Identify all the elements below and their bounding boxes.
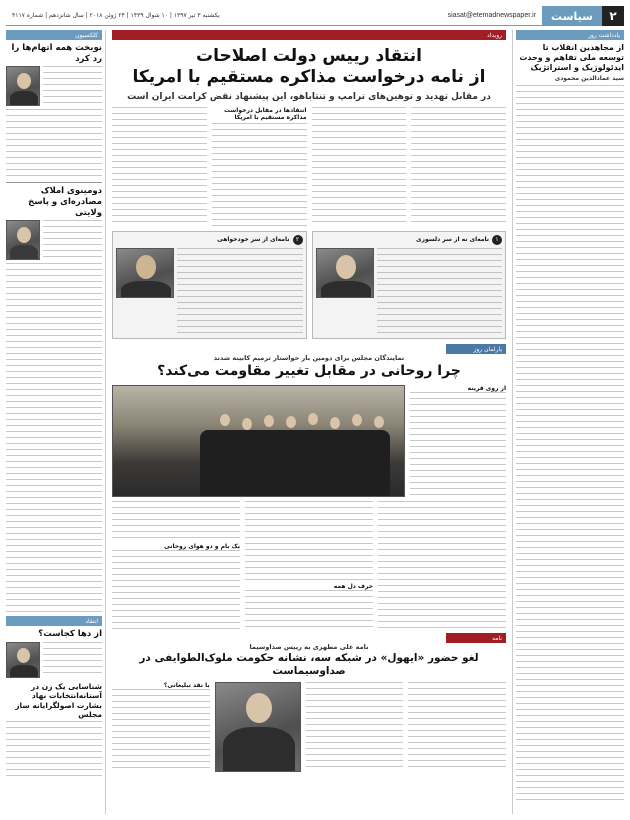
story4-text — [6, 721, 102, 781]
second-story-col1 — [378, 501, 506, 629]
quote-left-text — [177, 248, 303, 334]
right-column — [512, 30, 624, 814]
story2-text — [43, 220, 102, 260]
second-story-text-right — [410, 392, 506, 497]
bottom-story-col1 — [408, 682, 506, 772]
quote-left-portrait — [116, 248, 174, 298]
story1-text-cont — [6, 109, 102, 179]
bottom-story-headline: لغو حضور «ایهول» در شبکه سه، نشانه حکومت ملوک‌الطوایفی در صداوسیماست — [139, 652, 479, 678]
left-column — [6, 30, 106, 814]
second-story-subhead-2: حرف دل همه — [333, 583, 373, 590]
header-info — [6, 6, 542, 26]
left-strip-1: کلکسیون — [6, 30, 102, 40]
story2-text-cont — [6, 263, 102, 613]
second-story-strip: پارلمان روز — [446, 344, 506, 354]
story3-text — [43, 642, 102, 678]
main-headline-line1: انتقاد رییس دولت اصلاحات — [196, 46, 422, 66]
second-story-headline: چرا روحانی در مقابل تغییر مقاومت می‌کند؟ — [157, 362, 461, 379]
main-subheadline: در مقابل تهدید و توهین‌های ترامپ و تنتاباهو، این پیشنهاد نقض کرامت ایران است — [127, 91, 491, 102]
editorial-headline: از مجاهدین انقلاب تا توسعه ملی تفاهم و وحدت ایدئولوژیک و استراتژیک — [519, 43, 624, 72]
quote-box-right — [312, 231, 507, 339]
page-number: ۲ — [602, 6, 624, 26]
second-story-col3 — [112, 501, 240, 541]
main-headline-line2: از نامه درخواست مذاکره مستقیم با امریکا — [132, 67, 486, 88]
second-story-col2b — [245, 590, 373, 629]
main-area — [112, 30, 506, 814]
section-email[interactable]: siasat@etemadnewspaper.ir — [447, 12, 536, 19]
story4-title: شناسایی یک زن در آستانه‌انتخابات نهاد بشارت اصولگرایانه ساز مجلس — [15, 681, 102, 719]
right-column-strip: یادداشت روز — [516, 30, 624, 40]
quote-right-title: نامه‌ای نه از سر دلسوزی — [416, 236, 489, 243]
story3-title: از دها کجاست؟ — [38, 629, 102, 640]
story2-portrait — [6, 220, 40, 260]
cabinet-group-photo — [112, 385, 405, 497]
story1-text — [43, 66, 102, 106]
bottom-story-subhead: با نقد تبلیغاتی؟ — [163, 682, 210, 690]
quote-box-left — [112, 231, 307, 339]
bottom-story-col3 — [112, 689, 210, 772]
bottom-story-kicker: نامه علی مطهری به رییس صداوسیما — [249, 643, 369, 651]
second-story-col3b — [112, 550, 240, 629]
masthead-bar — [6, 6, 624, 26]
quote-left-number: ۲ — [293, 235, 303, 245]
editorial-author: سید عمادالدین محمودی — [554, 75, 624, 82]
motahari-portrait — [215, 682, 301, 772]
second-story-subhead-1: از روی قرینه — [467, 385, 506, 392]
quote-right-number: ۱ — [492, 235, 502, 245]
issue-dateline: یکشنبه ۳ تیر ۱۳۹۷ | ۱۰ شوال ۱۴۳۹ | ۲۴ ژوئن ۲۰۱۸ | سال شانزدهم | شماره ۴۱۱۷ — [12, 12, 220, 19]
second-story-subhead-3: یک بام و دو هوای روحانی — [164, 543, 240, 550]
story3-portrait — [6, 642, 40, 678]
story1-title: نوبخت همه اتهام‌ها را رد کرد — [11, 43, 102, 64]
main-body-col2 — [312, 107, 407, 227]
section-label: سیاست — [542, 6, 602, 26]
main-body-col1 — [411, 107, 506, 227]
main-box-heading: انتقادها در مقابل درخواست مذاکره مستقیم با امریکا — [224, 106, 307, 121]
second-story-kicker: نمایندگان مجلس برای دومین بار خواستار ترمیم کابینه شدند — [213, 353, 405, 362]
quote-left-title: نامه‌ای از سر خودخواهی — [217, 236, 290, 243]
main-body-col3 — [212, 123, 307, 227]
second-story-col2 — [245, 501, 373, 581]
editorial-body-text — [516, 85, 624, 805]
story1-portrait — [6, 66, 40, 106]
left-strip-3: انتقاد — [6, 616, 102, 626]
quote-right-portrait — [316, 248, 374, 298]
bottom-story-col2 — [306, 682, 404, 772]
bottom-story-strip: نامه — [446, 633, 506, 643]
quote-right-text — [377, 248, 503, 334]
story2-title: دومینوی املاک مصادره‌ای و پاسخ ولایتی — [28, 186, 102, 218]
main-body-col4 — [112, 107, 207, 227]
main-strip: رویداد — [112, 30, 506, 40]
